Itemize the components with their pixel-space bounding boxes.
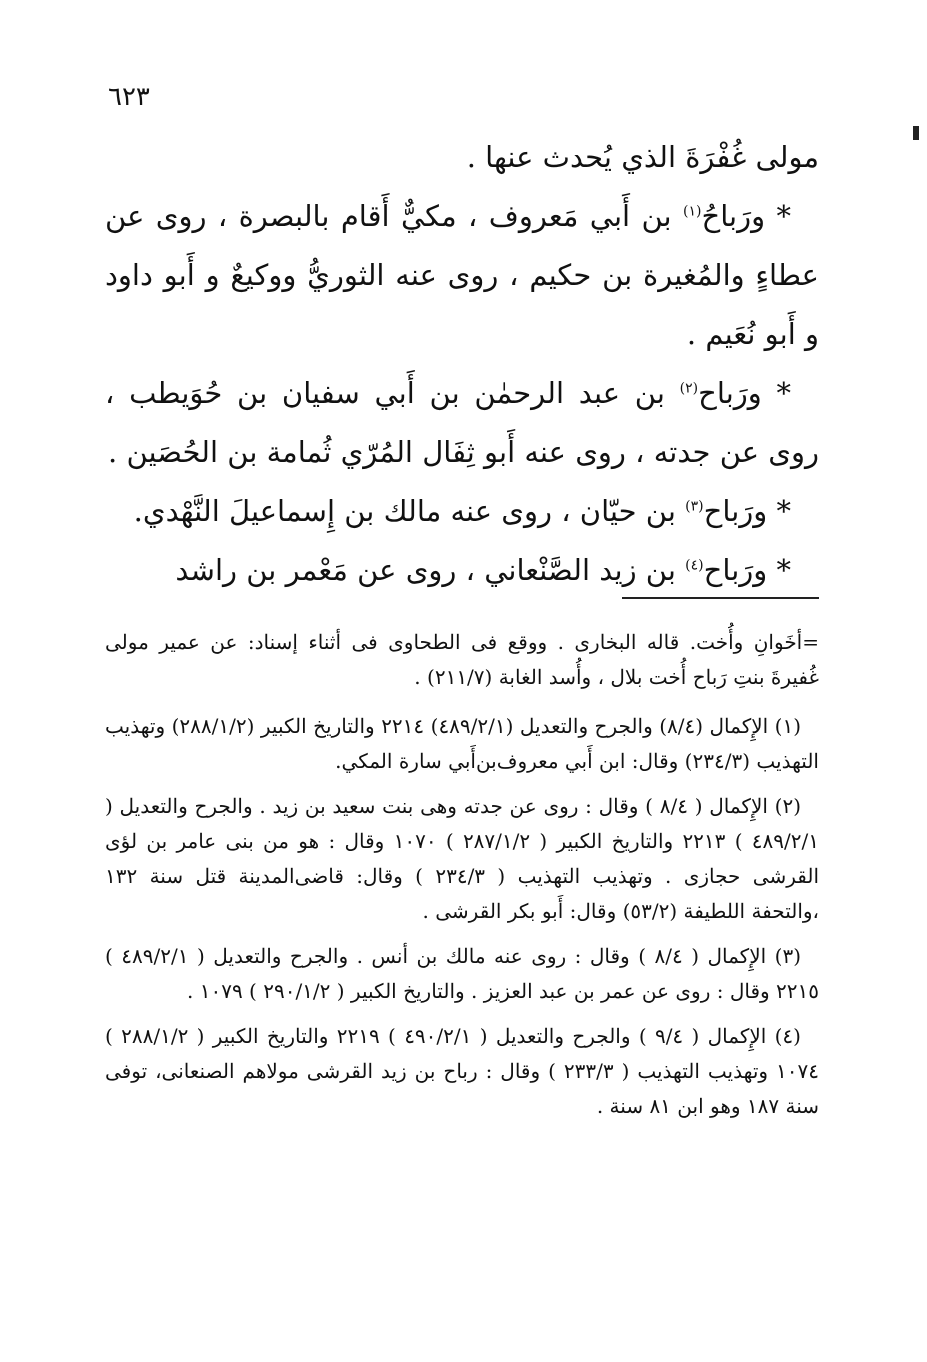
entry-2 [105, 364, 819, 482]
footnote-continuation: =أخَوانِ وأُخت. قاله البخارى . ووقع فى الطحاوى فى أثناء إسناد: عن عمير مولى غُفيرةَ بنتِ رَباح أُخت بلال ، وأُسد الغابة (٢١١/٧) . [105, 630, 819, 689]
entry-name: * ورَباحُ [701, 199, 792, 233]
footnote-2: (٢) الإِكمال ( ٨/٤ ) وقال : روى عن جدته وهى بنت سعيد بن زيد . والجرح والتعديل ( ٤٨٩/٢/١ ) ٢٢١٣ والتاريخ الكبير ( ٢٨٧/١/٢ ) ١٠٧٠ وقال : هو من بنى عامر بن لؤى القرشى حجازى . وتهذيب التهذيب ( ٢٣٤/٣ ) وقال: قاضى‌المدينة قتل سنة ١٣٢ ،والتحفة اللطيفة (٥٣/٢) وقال: أَبو بكر القرشى . [105, 794, 819, 923]
entry-4 [105, 541, 819, 600]
footnote-3: (٣) الإِكمال ( ٨/٤ ) وقال : روى عنه مالك بن أنس . والجرح والتعديل ( ٤٨٩/٢/١ ) ٢٢١٥ وقال : روى عن عمر بن عبد العزيز . والتاريخ الكبير ( ٢٩٠/١/٢ ) ١٠٧٩ . [105, 944, 819, 1003]
footnote-4: (٤) الإِكمال ( ٩/٤ ) والجرح والتعديل ( ٤٩٠/٢/١ ) ٢٢١٩ والتاريخ الكبير ( ٢٨٨/١/٢ ) ١٠٧٤ وتهذيب التهذيب ( ٢٣٣/٣ ) وقال : رباح بن زيد القرشى مولاهم الصنعانى، توفى سنة ١٨٧ وهو ابن ٨١ سنة . [105, 1024, 819, 1118]
entry-3 [105, 482, 819, 541]
entry-name: * ورَباح [703, 553, 791, 587]
footnotes [105, 625, 819, 1134]
footnote-ref[interactable]: (٤) [685, 557, 704, 574]
footnote-1: (١) الإِكمال (٨/٤) والجرح والتعديل (٤٨٩/٢/١) ٢٢١٤ والتاريخ الكبير (٢٨٨/١/٢) وتهذيب التهذيب (٢٣٤/٣) وقال: ابن أَبي معروف‌بن‌أَبي سارة المكي. [105, 714, 819, 773]
page-number: ٦٢٣ [108, 82, 150, 112]
entry-text: بن زيد الصَّنْعاني ، روى عن مَعْمر بن راشد [175, 553, 686, 587]
entry-text: بن حيّان ، روى عنه مالك بن إِسماعيلَ النَّهْدي. [133, 494, 686, 528]
continuation-line: مولى غُفْرَةَ الذي يُحدث عنها . [466, 140, 819, 174]
margin-mark [913, 126, 919, 140]
footnote-ref[interactable]: (١) [683, 203, 702, 220]
entry-name: * ورَباح [703, 494, 791, 528]
main-text [105, 128, 819, 600]
footnote-ref[interactable]: (٢) [679, 380, 699, 397]
footnote-separator [622, 597, 819, 599]
footnote-ref[interactable]: (٣) [685, 498, 704, 515]
entry-name: * ورَباح [698, 376, 792, 410]
entry-text: بن أَبي مَعروف ، مكيٌّ أَقام بالبصرة ، روى عن عطاءٍ والمُغيرة بن حكيم ، روى عنه الثوريُّ ووكيعٌ و أَبو داود و أَبو نُعَيم . [105, 199, 819, 351]
entry-1 [105, 187, 819, 364]
entry-text: بن عبد الرحمٰن بن أَبي سفيان بن حُوَيطب ، روى عن جدته ، روى عنه أَبو ثِفَال المُرّي ثُمامة بن الحُصَين . [105, 376, 819, 469]
